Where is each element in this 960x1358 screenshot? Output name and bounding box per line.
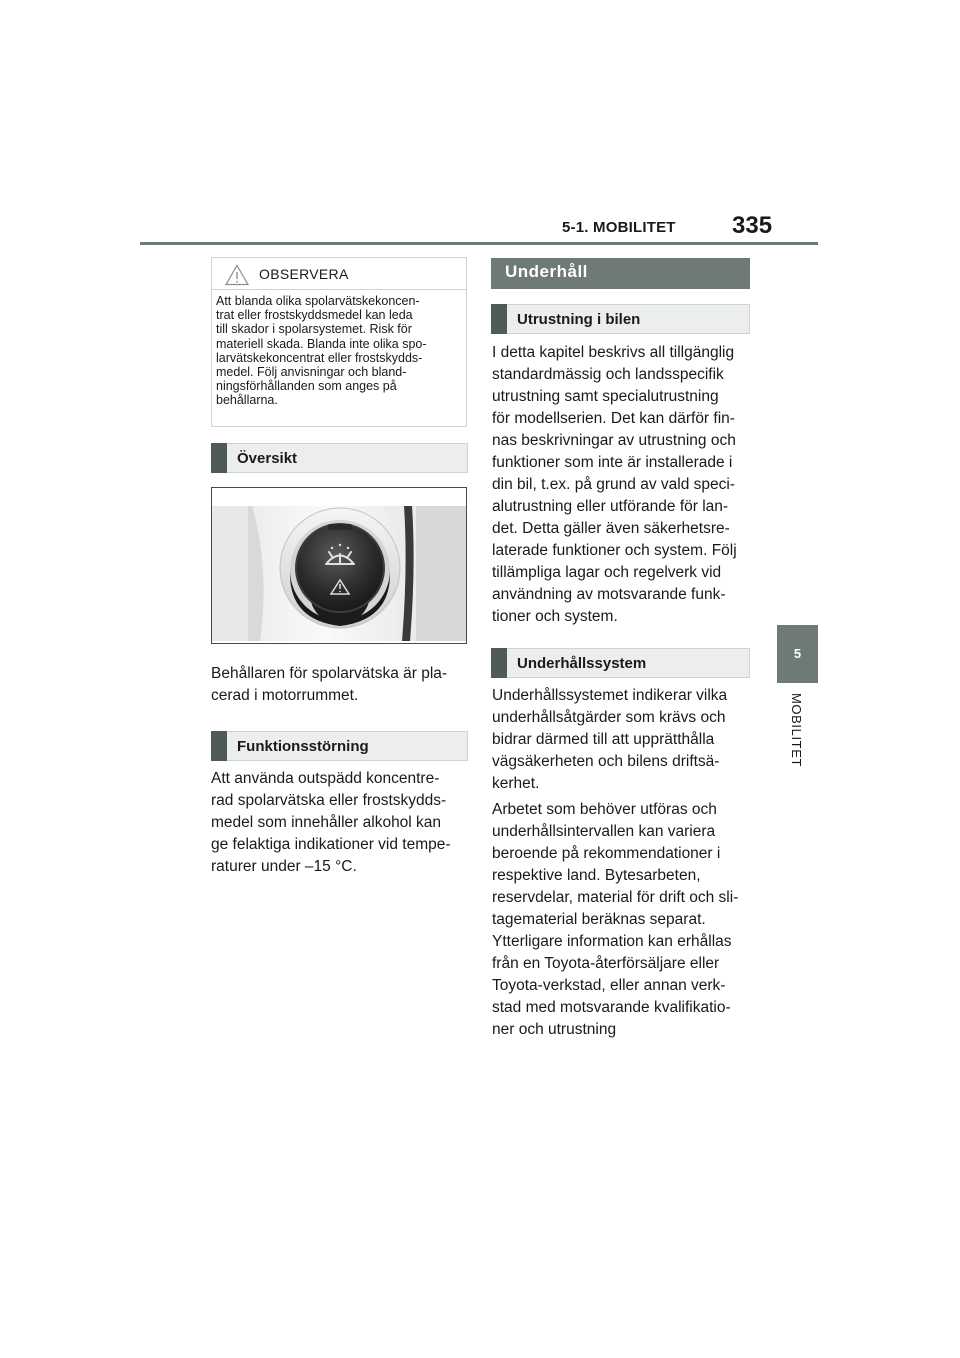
warning-line: till skador i spolarsystemet. Risk för [216, 322, 412, 337]
text-line: Arbetet som behöver utföras och [492, 801, 717, 818]
text-line: tioner och system. [492, 608, 618, 625]
text-line: din bil, t.ex. på grund av vald speci- [492, 476, 735, 493]
text-line: Underhållssystemet indikerar vilka [492, 687, 728, 704]
warning-line: materiell skada. Blanda inte olika spo- [216, 336, 427, 351]
main-heading-text: Underhåll [505, 262, 588, 281]
text-line: vägsäkerheten och bilens driftsä- [492, 753, 720, 770]
washer-fluid-cap-image [212, 488, 466, 643]
text-line: Toyota-verkstad, eller annan verk- [492, 977, 726, 994]
text-line: I detta kapitel beskrivs all tillgänglig [492, 344, 735, 361]
warning-header [212, 258, 466, 288]
maintenance-heading-text: Underhållssystem [517, 655, 647, 672]
equipment-heading-text: Utrustning i bilen [517, 311, 641, 328]
text-line: beroende på rekommendationer i [492, 845, 721, 862]
warning-line: larvätskekoncentrat eller frostskydds- [216, 350, 423, 365]
warning-divider [212, 289, 466, 290]
warning-box [211, 257, 467, 427]
text-line: från en Toyota-återförsäljare eller [492, 955, 720, 972]
warning-title: OBSERVERA [259, 266, 349, 282]
photo-description [211, 663, 447, 707]
text-line: underhållsintervallen kan variera [492, 823, 716, 840]
text-line: användning av motsvarande funk- [492, 586, 726, 603]
maintenance-heading [491, 648, 750, 678]
equipment-heading [491, 304, 750, 334]
text-line: Att använda outspädd koncentre- [211, 770, 440, 787]
text-line: funktioner som inte är installerade i [492, 454, 733, 471]
chapter-tab [777, 625, 818, 683]
maintenance-paragraph-1 [492, 685, 727, 795]
text-line: cerad i motorrummet. [211, 687, 359, 704]
text-line: det. Detta gäller även säkerhetsre- [492, 520, 730, 537]
text-line: stad med motsvarande kvalifikatio- [492, 999, 731, 1016]
text-line: reservdelar, material för drift och sli- [492, 889, 739, 906]
maintenance-paragraph-2 [492, 799, 738, 1041]
text-line: respektive land. Bytesarbeten, [492, 867, 701, 884]
text-line: underhållsåtgärder som krävs och [492, 709, 726, 726]
washer-fluid-cap-photo [211, 487, 467, 644]
malfunction-text [211, 768, 451, 878]
section-title: 5-1. MOBILITET [562, 219, 676, 236]
text-line: standardmässig och landsspecifik [492, 366, 724, 383]
chapter-label: MOBILITET [789, 693, 804, 768]
text-line: utrustning samt specialutrustning [492, 388, 719, 405]
warning-line: trat eller frostskyddsmedel kan leda [216, 308, 413, 323]
header-rule [140, 242, 818, 245]
chapter-number: 5 [793, 646, 802, 661]
malfunction-heading-text: Funktionsstörning [237, 738, 369, 755]
text-line: raturer under –15 °C. [211, 858, 357, 875]
text-line: rad spolarvätska eller frostskydds- [211, 792, 447, 809]
text-line: bidrar därmed till att upprätthålla [492, 731, 715, 748]
oversikt-heading-text: Översikt [237, 450, 298, 467]
text-line: ge felaktiga indikationer vid tempe- [211, 836, 451, 853]
warning-text [216, 294, 462, 408]
warning-line: behållarna. [216, 393, 278, 408]
text-line: för modellserien. Det kan därför fin- [492, 410, 735, 427]
warning-triangle-icon [225, 264, 249, 286]
text-line: alutrustning eller utförande för lan- [492, 498, 729, 515]
warning-line: Att blanda olika spolarvätskekoncen- [216, 294, 420, 308]
oversikt-heading [211, 443, 468, 473]
text-line: laterade funktioner och system. Följ [492, 542, 737, 559]
text-line: Behållaren för spolarvätska är pla- [211, 665, 448, 682]
main-heading [491, 258, 750, 289]
malfunction-heading [211, 731, 468, 761]
warning-line: medel. Följ anvisningar och bland- [216, 365, 407, 380]
equipment-text [492, 342, 737, 628]
text-line: tillämpliga lagar och regelverk vid [492, 564, 722, 581]
text-line: kerhet. [492, 775, 540, 792]
page-number: 335 [732, 212, 773, 239]
text-line: Ytterligare information kan erhållas [492, 933, 732, 950]
text-line: tagematerial beräknas separat. [492, 911, 706, 928]
text-line: ner och utrustning [492, 1021, 617, 1038]
warning-line: ningsförhållanden som anges på [216, 379, 397, 394]
text-line: medel som innehåller alkohol kan [211, 814, 442, 831]
text-line: nas beskrivningar av utrustning och [492, 432, 736, 449]
